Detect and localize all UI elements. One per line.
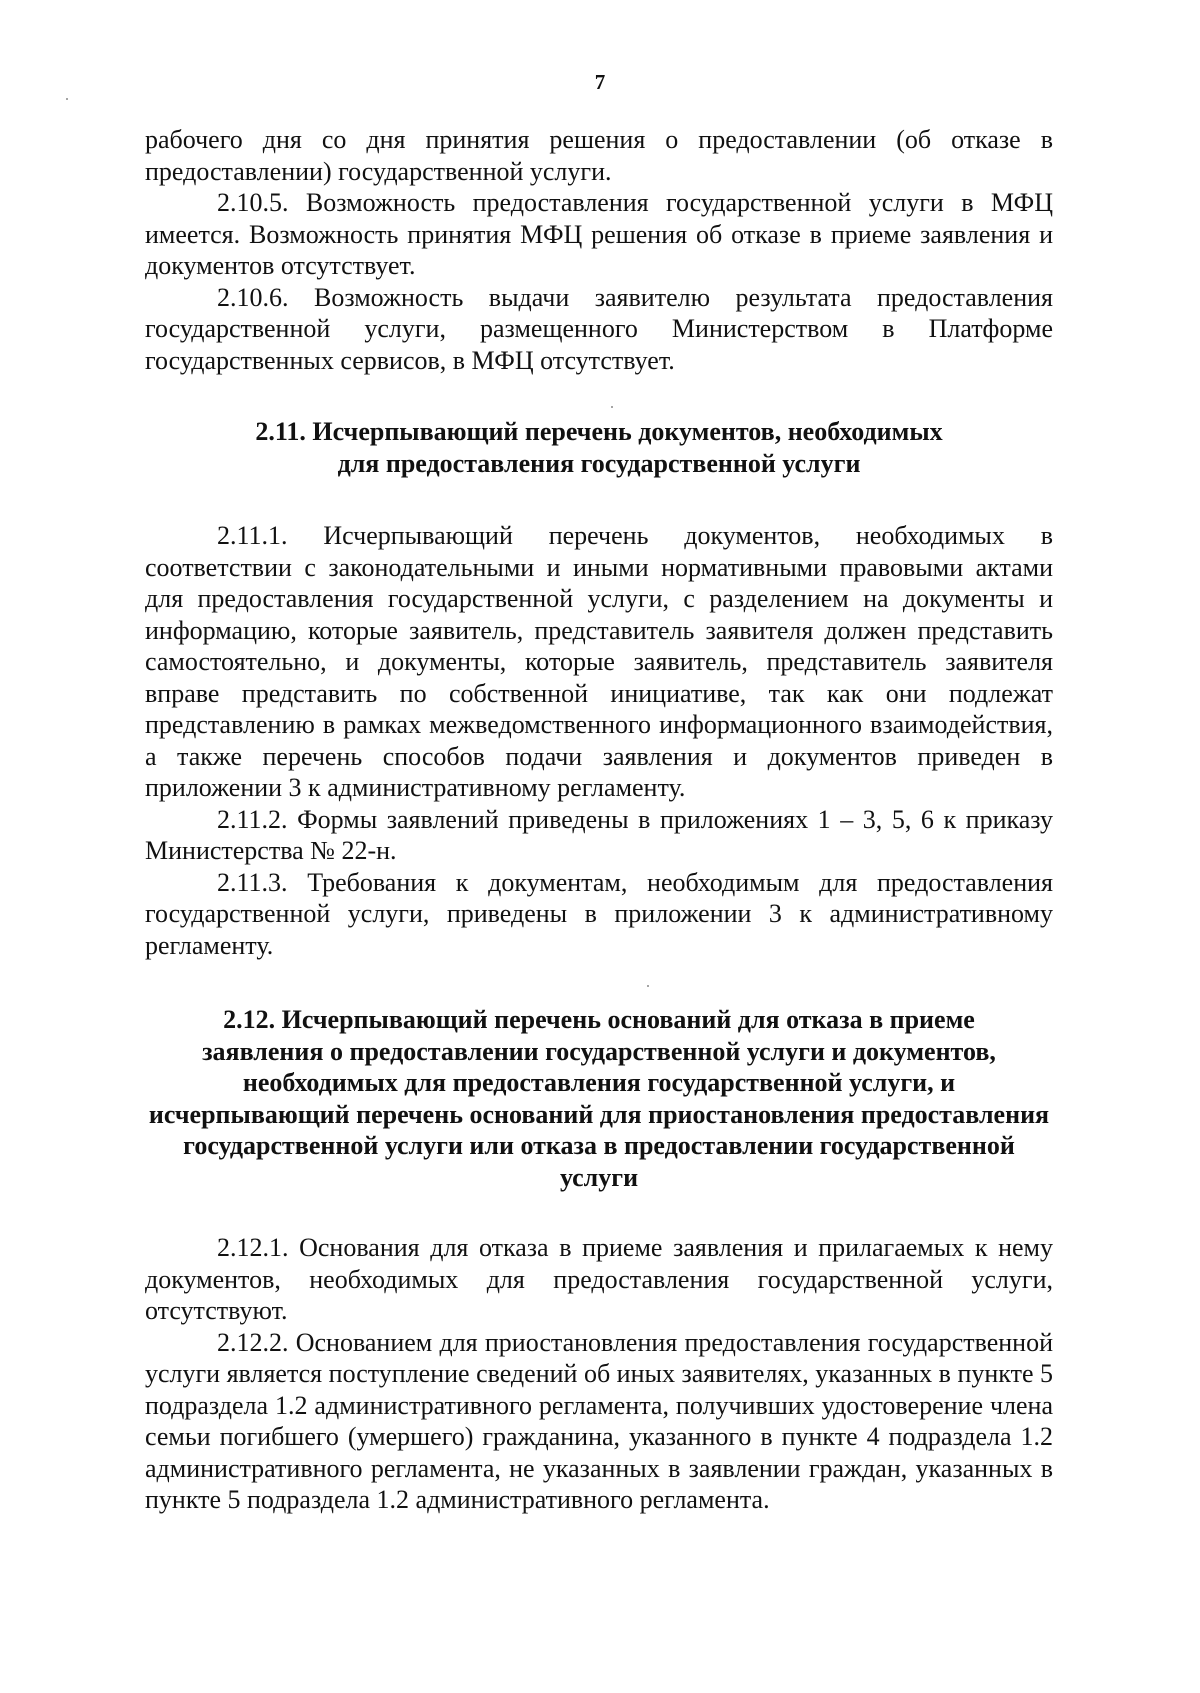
paragraph-continuation: рабочего дня со дня принятия решения о предоставлении (об отказе в предоставлении) государственной услуги. — [145, 125, 1053, 186]
heading-line: услуги — [559, 1162, 639, 1192]
heading-line: для предоставления государственной услуги — [337, 448, 861, 478]
heading-line: государственной услуги или отказа в предоставлении государственной — [183, 1131, 1015, 1160]
paragraph-2-10-6: 2.10.6. Возможность выдачи заявителю результата предоставления государственной услуги, размещенного Министерством в Платформе государственных сервисов, в МФЦ отсутствует. — [145, 282, 1053, 375]
paragraph-2-11-3: 2.11.3. Требования к документам, необходимым для предоставления государственной услуги, приведены в приложении 3 к административному регламенту. — [145, 867, 1053, 960]
paragraph-2-11-1: 2.11.1. Исчерпывающий перечень документов, необходимых в соответствии с законодательными и иными нормативными правовыми актами для предоставления государственной услуги, с разделением на документы и информацию, которые заявитель, представитель заявителя должен представить самостоятельно, и документы, которые заявитель, представитель заявителя вправе представить по собственной инициативе, так как они подлежат представлению в рамках межведомственного информационного взаимодействия, а также перечень способов подачи заявления и документов приведен в приложении 3 к административному регламенту. — [145, 521, 1053, 802]
paragraph-2-12-2: 2.12.2. Основанием для приостановления предоставления государственной услуги является поступление сведений об иных заявителях, указанных в пункте 5 подраздела 1.2 административного регламента, получивших удостоверение члена семьи погибшего (умершего) гражданина, указанного в пункте 4 подраздела 1.2 административного регламента, не указанных в заявлении граждан, указанных в пункте 5 подраздела 1.2 административного регламента. — [145, 1327, 1053, 1514]
heading-line: 2.12. Исчерпывающий перечень оснований для отказа в приеме — [223, 1005, 975, 1034]
heading-line: заявления о предоставлении государственной услуги и документов, — [202, 1036, 996, 1066]
section-heading-2-12 — [145, 1004, 1053, 1193]
page-number: 7 — [594, 70, 606, 94]
heading-line: необходимых для предоставления государственной услуги, и — [242, 1068, 956, 1097]
scan-speck — [611, 406, 613, 408]
heading-line: исчерпывающий перечень оснований для приостановления предоставления — [148, 1099, 1050, 1129]
scan-speck — [66, 98, 68, 100]
document-body — [145, 124, 1053, 1516]
paragraph-2-11-2: 2.11.2. Формы заявлений приведены в приложениях 1 – 3, 5, 6 к приказу Министерства № 22-н. — [145, 804, 1053, 865]
paragraph-2-12-1: 2.12.1. Основания для отказа в приеме заявления и прилагаемых к нему документов, необходимых для предоставления государственной услуги, отсутствуют. — [145, 1233, 1053, 1325]
heading-line: 2.11. Исчерпывающий перечень документов, необходимых — [255, 417, 943, 446]
section-heading-2-11 — [145, 416, 1053, 479]
scan-speck — [647, 985, 649, 987]
paragraph-2-10-5: 2.10.5. Возможность предоставления государственной услуги в МФЦ имеется. Возможность принятия МФЦ решения об отказе в приеме заявления и документов отсутствует. — [145, 188, 1053, 280]
